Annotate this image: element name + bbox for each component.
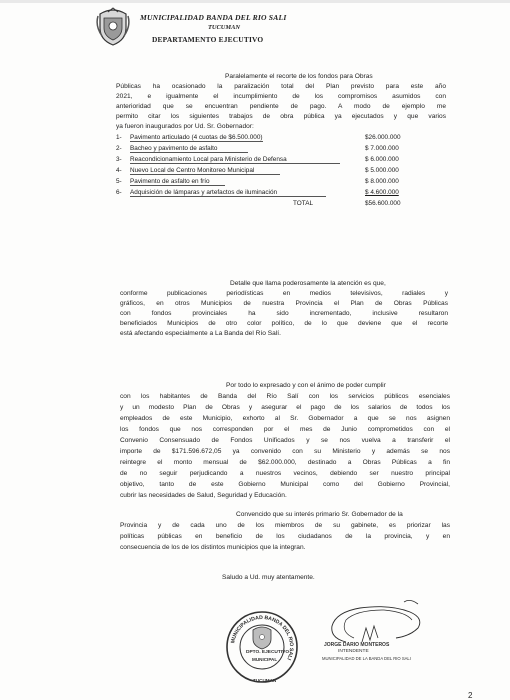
header-department: DEPARTAMENTO EJECUTIVO: [152, 35, 264, 44]
intro-line-1: Paralelamente el recorte de los fondos para Obras: [225, 73, 373, 80]
para2-line-5: beneficiados Municipios de otro color político, de lo que deviene que el recorte: [120, 320, 448, 327]
para2-line-1: Detalle que llama poderosamente la atención es que,: [230, 280, 386, 287]
para3-line-8: reintegre el monto mensual de $62.000.000, destinado a Obras Públicas a fin: [120, 459, 450, 466]
closing-salutation: Saludo a Ud. muy atentamente.: [222, 574, 315, 581]
work-description: Adquisición de lámparas y artefactos de iluminación: [130, 189, 278, 196]
work-description: Pavimento de asfalto en frío: [130, 178, 210, 185]
underline: [130, 141, 263, 142]
intro-line-4: anterioridad que se encuentran pendiente de pago. A modo de ejemplo me: [116, 103, 446, 110]
signature-organization: MUNICIPALIDAD DE LA BANDA DEL RIO SALI: [322, 656, 411, 661]
handwritten-signature: [300, 598, 450, 648]
municipal-crest-icon: [96, 6, 130, 46]
work-description: Nuevo Local de Centro Monitoreo Municipal: [130, 167, 255, 174]
work-amount: $ 7.000.000: [365, 145, 399, 152]
work-number: 4-: [116, 167, 122, 174]
para3-line-10: objetivo, tanto de este Gobierno Municipal como del Gobierno Provincial,: [120, 481, 450, 488]
work-amount: $26.000.000: [365, 134, 401, 141]
para2-line-3: gráficos, en otros Municipios de nuestra Provincia el Plan de Obras Públicas: [120, 300, 448, 307]
para3-line-4: empleados de este Municipio, exhorto al Sr. Gobernador a que se nos asignen: [120, 415, 450, 422]
intro-line-3: 2021, e igualmente el incumplimiento de los compromisos asumidos con: [116, 93, 446, 100]
total-row: [116, 200, 446, 208]
work-amount: $ 4.600.000: [365, 189, 399, 196]
work-amount: $ 6.000.000: [365, 156, 399, 163]
stamp-center-text-1: DPTO. EJECUTIVO: [246, 650, 290, 655]
para4-line-4: consecuencia de los de los distintos municipios que la integran.: [120, 544, 306, 551]
stamp-bottom-text: TUCUMAN: [253, 678, 277, 683]
work-amount: $ 5.000.000: [365, 167, 399, 174]
underline: [130, 174, 280, 175]
intro-line-2: Públicas ha ocasionado la paralización total del Plan previsto para este año: [116, 83, 446, 90]
work-amount: $ 8.000.000: [365, 178, 399, 185]
intro-line-6: ya fueron inaugurados por Ud. Sr. Gobernador:: [116, 123, 254, 130]
svg-text:MUNICIPALIDAD BANDA DEL RIO SA: MUNICIPALIDAD BANDA DEL RIO SALI: [230, 614, 295, 661]
work-description: Bacheo y pavimento de asfalto: [130, 145, 218, 152]
work-description: Pavimento articulado (4 cuotas de $6.500.000): [130, 134, 263, 141]
work-number: 1-: [116, 134, 122, 141]
para3-line-6: Convenio Consensuado de Fondos Unificados y se nos vuelva a transferir el: [120, 437, 450, 444]
para4-line-2: Provincia y de cada uno de los miembros de su gabinete, es priorizar las: [120, 522, 450, 529]
header-municipality: MUNICIPALIDAD BANDA DEL RIO SALI: [140, 13, 287, 22]
header-province: TUCUMAN: [208, 24, 240, 31]
para2-line-4: con fondos provinciales ha sido incrementado, inclusive resultaron: [120, 310, 448, 317]
para3-line-7: importe de $171.596.672,05 ya convenido con su Ministerio y además se nos: [120, 448, 450, 455]
para2-line-2: conforme publicaciones periodísticas en medios televisivos, radiales y: [120, 290, 448, 297]
work-number: 2-: [116, 145, 122, 152]
underline: [130, 152, 248, 153]
underline: [130, 185, 225, 186]
work-number: 5-: [116, 178, 122, 185]
page-top-edge: [0, 0, 510, 3]
para3-line-11: cubrir las necesidades de Salud, Seguridad y Educación.: [120, 492, 287, 499]
underline: [130, 163, 340, 164]
stamp-center-text-2: MUNICIPAL: [252, 657, 278, 662]
signature-role: INTENDENTE: [338, 649, 369, 654]
signature-name: JORGE DARIO MONTEROS: [324, 642, 390, 648]
municipal-stamp-icon: [226, 606, 298, 688]
total-label: TOTAL: [293, 200, 314, 207]
page-number: 2: [468, 691, 473, 700]
para3-line-1: Por todo lo expresado y con el ánimo de poder cumplir: [226, 382, 386, 389]
para4-line-1: Convencido que su interés primario Sr. Gobernador de la: [236, 511, 403, 518]
work-number: 3-: [116, 156, 122, 163]
para3-line-9: de no seguir perjudicando a nuestros vecinos, debiendo ser nuestro principal: [120, 470, 450, 477]
para3-line-3: y un modesto Plan de Obras y asegurar el pago de los salarios de todos los: [120, 404, 450, 411]
para2-line-6: está afectando especialmente a La Banda del Río Salí.: [120, 330, 281, 337]
underline: [130, 196, 326, 197]
intro-line-5: permito citar los siguientes trabajos de obra pública ya ejecutados y que varios: [116, 113, 446, 120]
para3-line-2: con los habitantes de Banda del Río Salí con los servicios públicos esenciales: [120, 393, 450, 400]
work-description: Reacondicionamiento Local para Ministerio de Defensa: [130, 156, 287, 163]
work-number: 6-: [116, 189, 122, 196]
para3-line-5: los fondos que nos corresponden por el mes de Junio comprometidos con el: [120, 426, 450, 433]
para4-line-3: políticas públicas en beneficio de los ciudadanos de la provincia, y en: [120, 533, 450, 540]
total-amount: $56.600.000: [365, 200, 401, 207]
